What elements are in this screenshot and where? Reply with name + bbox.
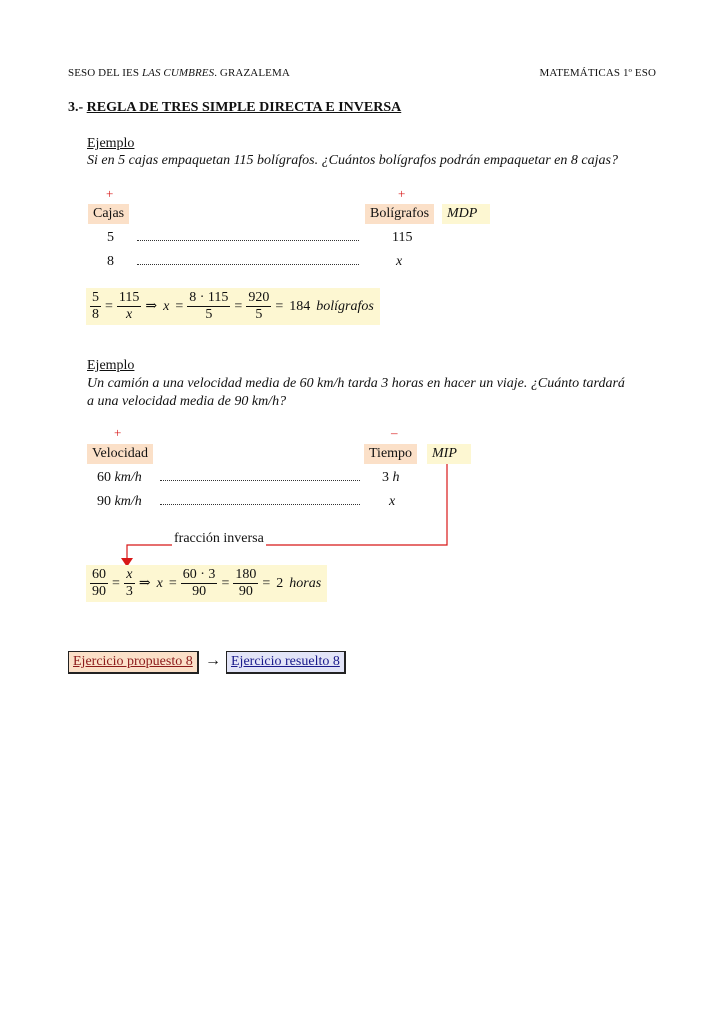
right-arrow-icon: → xyxy=(205,652,221,669)
example2-statement-line2: a una velocidad media de 90 km/h? xyxy=(87,394,287,409)
example2-label: Ejemplo xyxy=(87,358,135,373)
example2-row1-right: 3 h xyxy=(382,470,400,485)
header-school-name: LAS CUMBRES xyxy=(141,67,215,79)
example1-row2-left: 8 xyxy=(107,254,114,269)
eq2-unit: horas xyxy=(289,575,322,591)
example2-equation: $\frac{60}{90}$ = $\frac{x}{3}$ ⇒ x = $\frac{60 \cdot 3}{90}$ = $\frac{180}{90}$ = 2 horas xyxy=(86,565,327,602)
header-school-prefix: SESO DEL IES xyxy=(68,67,142,79)
eq1-fraction-2: $\frac{115}{x}$ xyxy=(118,290,140,322)
example1-sign-right: + xyxy=(398,186,406,201)
example2-row2-right: x xyxy=(389,494,396,509)
example1-row1-left: 5 xyxy=(107,230,114,245)
section-title-text: REGLA DE TRES SIMPLE DIRECTA E INVERSA xyxy=(86,100,402,115)
inverse-fraction-label: fracción inversa xyxy=(174,531,264,546)
eq2-result: 2 xyxy=(276,575,284,591)
example2-sign-right: – xyxy=(391,425,398,440)
example1-sign-left: + xyxy=(106,186,114,201)
example1-statement: Si en 5 cajas empaquetan 115 bolígrafos. ¿Cuántos bolígrafos podrán empaquetar en 8 cajas? xyxy=(87,153,618,168)
example2-col-right: Tiempo xyxy=(364,444,417,464)
eq1-fraction-1: $\frac{5}{8}$ xyxy=(92,290,99,322)
proposed-exercise-link[interactable]: Ejercicio propuesto 8 xyxy=(68,651,199,674)
example1-row1-right: 115 xyxy=(392,230,413,245)
example2-tag-mip: MIP xyxy=(427,444,471,464)
eq1-fraction-3: $\frac{8 \cdot 115}{5}$ xyxy=(189,290,229,322)
header-right: MATEMÁTICAS 1º ESO xyxy=(539,67,656,79)
example1-tag-mdp: MDP xyxy=(442,204,490,224)
eq2-fraction-2: $\frac{x}{3}$ xyxy=(125,567,133,599)
example2-statement-line1: Un camión a una velocidad media de 60 km/h tarda 3 horas en hacer un viaje. ¿Cuánto tardará xyxy=(87,376,625,391)
example1-col-right: Bolígrafos xyxy=(365,204,434,224)
solved-exercise-link[interactable]: Ejercicio resuelto 8 xyxy=(226,651,346,674)
example1-row2-right: x xyxy=(396,254,403,269)
eq1-unit: bolígrafos xyxy=(316,298,374,314)
example1-label: Ejemplo xyxy=(87,136,135,151)
eq2-fraction-4: $\frac{180}{90}$ xyxy=(235,567,257,599)
eq2-fraction-3: $\frac{60 \cdot 3}{90}$ xyxy=(182,567,216,599)
example1-col-left: Cajas xyxy=(88,204,129,224)
example2-row2-left: 90 km/h xyxy=(97,494,142,509)
eq1-result: 184 xyxy=(289,298,311,314)
eq1-fraction-4: $\frac{920}{5}$ xyxy=(248,290,270,322)
example1-equation: $\frac{5}{8}$ = $\frac{115}{x}$ ⇒ x = $\frac{8 \cdot 115}{5}$ = $\frac{920}{5}$ = 184 bolígrafos xyxy=(86,288,380,325)
example2-sign-left: + xyxy=(114,425,122,440)
example2-col-left: Velocidad xyxy=(87,444,153,464)
example2-row1-left: 60 km/h xyxy=(97,470,142,485)
header-school-suffix: . GRAZALEMA xyxy=(214,67,290,79)
eq2-fraction-1: $\frac{60}{90}$ xyxy=(92,567,106,599)
section-number: 3.- xyxy=(68,100,84,115)
